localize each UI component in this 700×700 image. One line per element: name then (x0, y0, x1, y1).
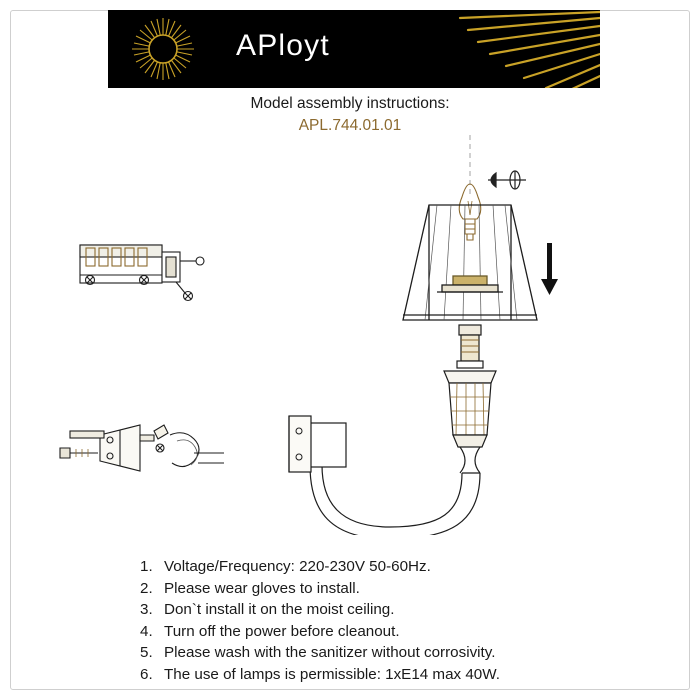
lamp-arm-icon (310, 465, 480, 535)
list-item-text: Voltage/Frequency: 220-230V 50-60Hz. (164, 558, 431, 575)
list-item-number: 3. (140, 601, 153, 618)
lantern-body-icon (444, 371, 496, 473)
list-item-text: Turn off the power before cleanout. (164, 622, 400, 640)
list-item (140, 642, 660, 664)
brand-header (108, 10, 600, 88)
wall-lamp-assembly-diagram (10, 135, 690, 535)
sunburst-logo-icon (130, 16, 196, 82)
list-item-number: 5. (140, 644, 153, 661)
list-item-text: Please wash with the sanitizer without corrosivity. (164, 644, 496, 661)
screwdriver-icon (488, 171, 526, 189)
golden-rays-icon (410, 10, 600, 88)
instruction-list (140, 556, 660, 685)
list-item (140, 599, 660, 621)
list-item (140, 621, 660, 643)
page-title: Model assembly instructions: (250, 95, 450, 112)
brand-name: APloyt (236, 29, 330, 62)
list-item-text: The use of lamps is permissible: 1xE14 max 40W. (164, 665, 500, 683)
wall-bracket-icon (60, 425, 224, 471)
list-item-number: 6. (140, 665, 153, 683)
wall-plate-icon (289, 416, 346, 472)
lamp-shade-icon (403, 205, 537, 320)
model-code: APL.744.01.01 (298, 117, 402, 134)
list-item-number: 1. (140, 558, 153, 575)
lamp-socket-icon (457, 325, 483, 368)
list-item (140, 664, 660, 686)
list-item (140, 556, 660, 578)
terminal-block-icon (80, 245, 204, 301)
list-item-number: 2. (140, 579, 153, 597)
list-item-text: Don`t install it on the moist ceiling. (164, 601, 395, 618)
list-item-number: 4. (140, 622, 153, 640)
list-item-text: Please wear gloves to install. (164, 579, 360, 597)
list-item (140, 578, 660, 600)
down-arrow-icon (541, 243, 558, 295)
